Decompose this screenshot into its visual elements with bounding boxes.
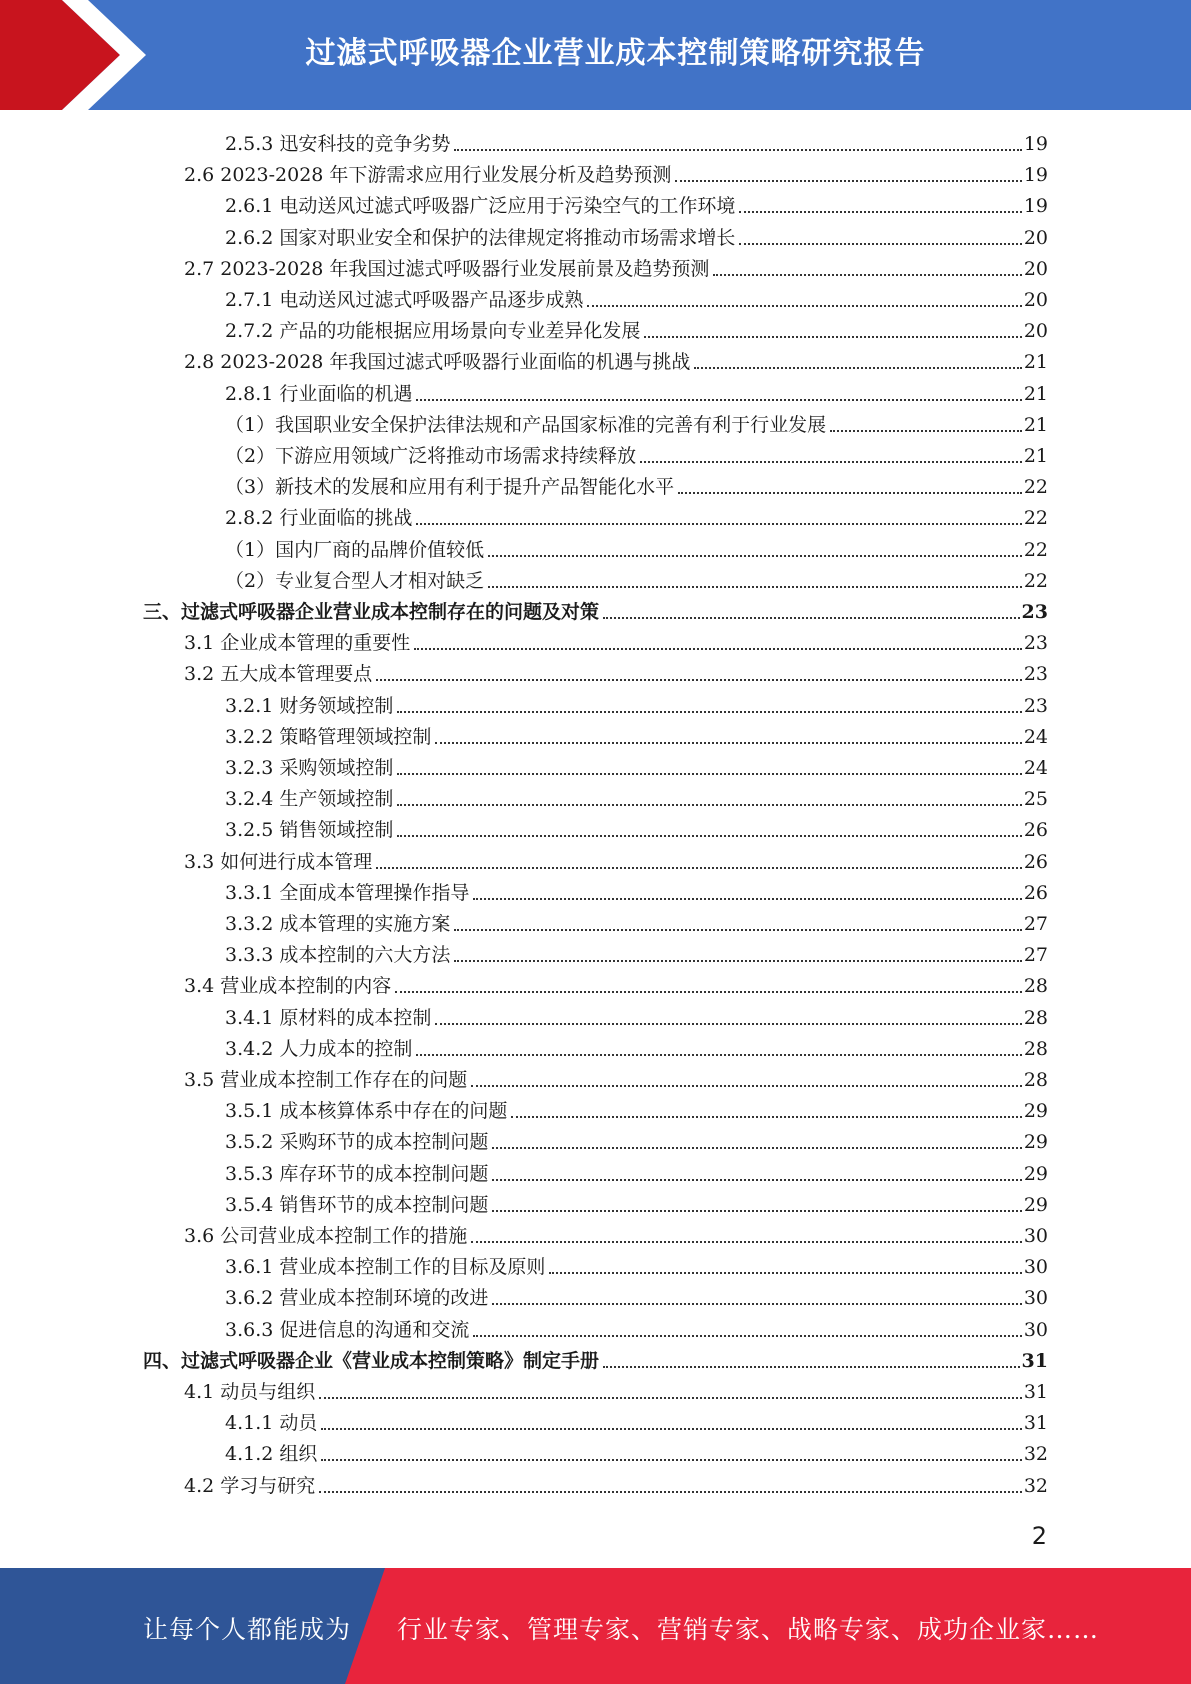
toc-entry-title: 3.2.2 策略管理领域控制 [225,725,432,748]
toc-dot-leader [488,586,1022,588]
toc-entry-title: （1）国内厂商的品牌价值较低 [225,538,485,561]
toc-entry[interactable] [225,189,1048,219]
toc-entry-title: （2）下游应用领域广泛将推动市场需求持续释放 [225,445,637,467]
toc-entry-title: 3.5.2 采购环节的成本控制问题 [225,1131,489,1154]
toc-entry-title: 3.2.4 生产领域控制 [225,788,394,811]
toc-dot-leader [473,898,1021,900]
toc-dot-leader [397,835,1021,837]
toc-entry[interactable] [225,938,1048,968]
toc-entry[interactable] [225,564,1048,594]
toc-entry[interactable] [143,1344,1048,1374]
toc-entry-title: 3.3.2 成本管理的实施方案 [225,913,451,935]
toc-entry-title: 2.5.3 迅安科技的竞争劣势 [225,133,451,155]
toc-dot-leader [416,523,1021,525]
toc-entry[interactable] [225,408,1048,438]
toc-entry[interactable] [225,1437,1048,1467]
toc-dot-leader [416,1054,1021,1056]
toc-entry-title: 3.3.1 全面成本管理操作指导 [225,881,470,904]
toc-dot-leader [414,648,1022,650]
toc-entry[interactable] [225,1281,1048,1311]
toc-entry-page: 27 [1023,913,1048,935]
toc-dot-leader [830,430,1022,432]
toc-entry[interactable] [225,221,1048,251]
toc-entry[interactable] [184,657,1048,687]
toc-entry[interactable] [184,1219,1048,1249]
toc-dot-leader [713,274,1021,276]
toc-dot-leader [416,399,1021,401]
toc-dot-leader [397,804,1021,806]
toc-entry-title: 3.4.2 人力成本的控制 [225,1037,413,1060]
toc-entry-title: 2.7.1 电动送风过滤式呼吸器产品逐步成熟 [225,289,584,311]
footer-slogan-left: 让每个人都能成为 [143,1615,352,1644]
toc-entry[interactable] [225,501,1048,531]
toc-entry-page: 31 [1023,1381,1048,1403]
toc-dot-leader [739,243,1021,245]
toc-dot-leader [603,1366,1020,1368]
toc-entry[interactable] [225,907,1048,937]
toc-entry[interactable] [225,1406,1048,1436]
toc-entry[interactable] [225,377,1048,407]
toc-entry-page: 28 [1023,975,1048,998]
toc-entry-page: 31 [1021,1349,1048,1372]
toc-entry-title: 3.1 企业成本管理的重要性 [184,632,411,655]
toc-entry[interactable] [225,1001,1048,1031]
toc-entry-title: （1）我国职业安全保护法律法规和产品国家标准的完善有利于行业发展 [225,413,827,436]
toc-entry-page: 31 [1023,1412,1048,1435]
toc-entry-page: 29 [1023,1100,1048,1123]
page-header [0,0,1191,110]
toc-entry[interactable] [225,813,1048,843]
toc-entry-page: 22 [1023,569,1048,592]
toc-entry[interactable] [225,1250,1048,1280]
toc-entry-title: 3.5.1 成本核算体系中存在的问题 [225,1100,508,1123]
toc-entry-page: 32 [1023,1474,1048,1497]
toc-entry-page: 28 [1023,1006,1048,1029]
toc-dot-leader [492,1210,1021,1212]
toc-dot-leader [640,461,1022,463]
toc-entry-page: 21 [1023,351,1048,374]
toc-dot-leader [454,929,1021,931]
toc-entry-page: 22 [1023,538,1048,561]
toc-entry-page: 28 [1023,1069,1048,1091]
toc-dot-leader [587,305,1021,307]
toc-dot-leader [678,492,1022,494]
toc-entry[interactable] [225,876,1048,906]
toc-entry-title: 3.2 五大成本管理要点 [184,663,373,686]
toc-dot-leader [319,1397,1022,1399]
toc-entry[interactable] [225,689,1048,719]
toc-entry-page: 30 [1023,1287,1048,1310]
toc-dot-leader [473,1335,1021,1337]
toc-entry[interactable] [225,782,1048,812]
toc-dot-leader [471,1241,1022,1243]
toc-dot-leader [739,211,1021,213]
toc-entry-page: 20 [1023,289,1048,311]
toc-dot-leader [549,1272,1021,1274]
toc-dot-leader [454,960,1021,962]
toc-entry[interactable] [184,345,1048,375]
toc-entry[interactable] [184,845,1048,875]
toc-entry-title: 2.7.2 产品的功能根据应用场景向专业差异化发展 [225,320,641,343]
toc-entry-page: 24 [1023,725,1048,748]
toc-entry[interactable] [225,1313,1048,1343]
toc-entry-page: 27 [1023,944,1048,967]
toc-entry-title: 3.3 如何进行成本管理 [184,850,373,873]
toc-dot-leader [492,1303,1021,1305]
toc-entry-title: 2.6.1 电动送风过滤式呼吸器广泛应用于污染空气的工作环境 [225,195,736,218]
toc-entry-title: 3.4.1 原材料的成本控制 [225,1006,432,1029]
toc-entry-title: 3.6 公司营业成本控制工作的措施 [184,1225,468,1247]
toc-entry-page: 20 [1023,226,1048,249]
toc-dot-leader [454,149,1021,151]
toc-entry-title: 2.8.2 行业面临的挑战 [225,507,413,530]
toc-entry-page: 19 [1023,164,1048,187]
toc-entry-page: 21 [1023,382,1048,405]
toc-entry-page: 29 [1023,1162,1048,1185]
toc-entry-title: 4.1 动员与组织 [184,1381,316,1403]
toc-entry[interactable] [143,595,1048,625]
toc-entry-page: 30 [1023,1318,1048,1341]
toc-entry-title: 3.6.2 营业成本控制环境的改进 [225,1287,489,1310]
toc-entry-title: 3.5.3 库存环节的成本控制问题 [225,1162,489,1185]
toc-entry-page: 23 [1023,694,1048,717]
toc-entry-page: 29 [1023,1131,1048,1154]
toc-dot-leader [321,1459,1021,1461]
toc-entry-title: 4.1.2 组织 [225,1443,318,1466]
toc-entry-title: 三、过滤式呼吸器企业营业成本控制存在的问题及对策 [143,601,600,623]
toc-dot-leader [319,1491,1022,1493]
toc-entry-title: 3.3.3 成本控制的六大方法 [225,944,451,967]
toc-entry-title: 4.2 学习与研究 [184,1474,316,1497]
toc-entry-title: 2.6 2023-2028 年下游需求应用行业发展分析及趋势预测 [184,164,672,187]
toc-entry-title: （2）专业复合型人才相对缺乏 [225,569,485,592]
toc-entry-title: 2.8 2023-2028 年我国过滤式呼吸器行业面临的机遇与挑战 [184,351,691,374]
toc-dot-leader [644,336,1021,338]
toc-entry-page: 23 [1023,663,1048,686]
toc-dot-leader [435,742,1021,744]
toc-entry-page: 19 [1023,133,1048,155]
toc-entry[interactable] [225,314,1048,344]
toc-entry-title: 四、过滤式呼吸器企业《营业成本控制策略》制定手册 [143,1349,600,1372]
toc-dot-leader [603,617,1020,619]
toc-entry[interactable] [184,252,1048,282]
toc-dot-leader [435,1023,1021,1025]
toc-dot-leader [511,1116,1021,1118]
toc-entry[interactable] [225,1032,1048,1062]
toc-entry-page: 21 [1023,413,1048,436]
document-title: 过滤式呼吸器企业营业成本控制策略研究报告 [305,36,926,71]
toc-entry-page: 26 [1023,850,1048,873]
toc-entry-page: 19 [1023,195,1048,218]
toc-dot-leader [488,555,1022,557]
footer-slogan-right: 行业专家、管理专家、营销专家、战略专家、成功企业家…… [397,1615,1100,1644]
toc-entry-page: 22 [1023,507,1048,530]
toc-entry-title: 4.1.1 动员 [225,1412,318,1435]
toc-entry-title: 3.6.3 促进信息的沟通和交流 [225,1318,470,1341]
toc-entry-page: 29 [1023,1193,1048,1216]
page-footer [0,1568,1191,1684]
toc-entry-page: 20 [1023,257,1048,280]
toc-entry[interactable] [184,1375,1048,1405]
toc-entry-page: 20 [1023,320,1048,343]
toc-entry[interactable] [225,1188,1048,1218]
toc-dot-leader [376,867,1022,869]
toc-entry[interactable] [225,720,1048,750]
toc-entry-title: 3.2.3 采购领域控制 [225,757,394,779]
toc-dot-leader [397,711,1021,713]
toc-entry-page: 22 [1023,476,1048,499]
toc-entry-title: 3.6.1 营业成本控制工作的目标及原则 [225,1256,546,1279]
toc-entry[interactable] [225,283,1048,313]
toc-entry-page: 32 [1023,1443,1048,1466]
toc-entry[interactable] [184,158,1048,188]
toc-entry[interactable] [225,1157,1048,1187]
toc-entry-page: 21 [1023,445,1048,467]
toc-entry-page: 23 [1021,601,1048,623]
toc-entry-title: 3.2.1 财务领域控制 [225,694,394,717]
toc-entry-page: 30 [1023,1256,1048,1279]
toc-entry[interactable] [225,470,1048,500]
toc-dot-leader [694,367,1021,369]
toc-dot-leader [492,1179,1021,1181]
toc-entry[interactable] [184,1469,1048,1499]
toc-dot-leader [395,991,1022,993]
toc-entry-title: 2.8.1 行业面临的机遇 [225,382,413,405]
toc-entry[interactable] [225,751,1048,781]
toc-entry-title: 2.7 2023-2028 年我国过滤式呼吸器行业发展前景及趋势预测 [184,257,710,280]
toc-entry[interactable] [225,1094,1048,1124]
toc-entry[interactable] [184,969,1048,999]
toc-entry-title: 3.4 营业成本控制的内容 [184,975,392,998]
toc-entry-title: 2.6.2 国家对职业安全和保护的法律规定将推动市场需求增长 [225,226,736,249]
toc-entry-page: 25 [1023,788,1048,811]
page-number: 2 [1031,1522,1047,1550]
toc-dot-leader [492,1147,1021,1149]
toc-entry-title: 3.5 营业成本控制工作存在的问题 [184,1069,468,1091]
toc-dot-leader [321,1428,1021,1430]
toc-entry[interactable] [225,1125,1048,1155]
toc-entry-page: 26 [1023,881,1048,904]
toc-dot-leader [376,679,1022,681]
toc-entry[interactable] [225,533,1048,563]
toc-entry[interactable] [225,439,1048,469]
toc-entry[interactable] [184,626,1048,656]
toc-entry-page: 26 [1023,819,1048,842]
toc-dot-leader [471,1085,1022,1087]
toc-entry[interactable] [225,127,1048,157]
toc-dot-leader [397,773,1021,775]
toc-entry-page: 23 [1023,632,1048,655]
toc-entry-title: 3.5.4 销售环节的成本控制问题 [225,1193,489,1216]
toc-entry[interactable] [184,1063,1048,1093]
toc-entry-page: 24 [1023,757,1048,779]
toc-dot-leader [675,180,1021,182]
toc-entry-title: 3.2.5 销售领域控制 [225,819,394,842]
toc-entry-page: 28 [1023,1037,1048,1060]
toc-entry-page: 30 [1023,1225,1048,1247]
toc-entry-title: （3）新技术的发展和应用有利于提升产品智能化水平 [225,476,675,499]
